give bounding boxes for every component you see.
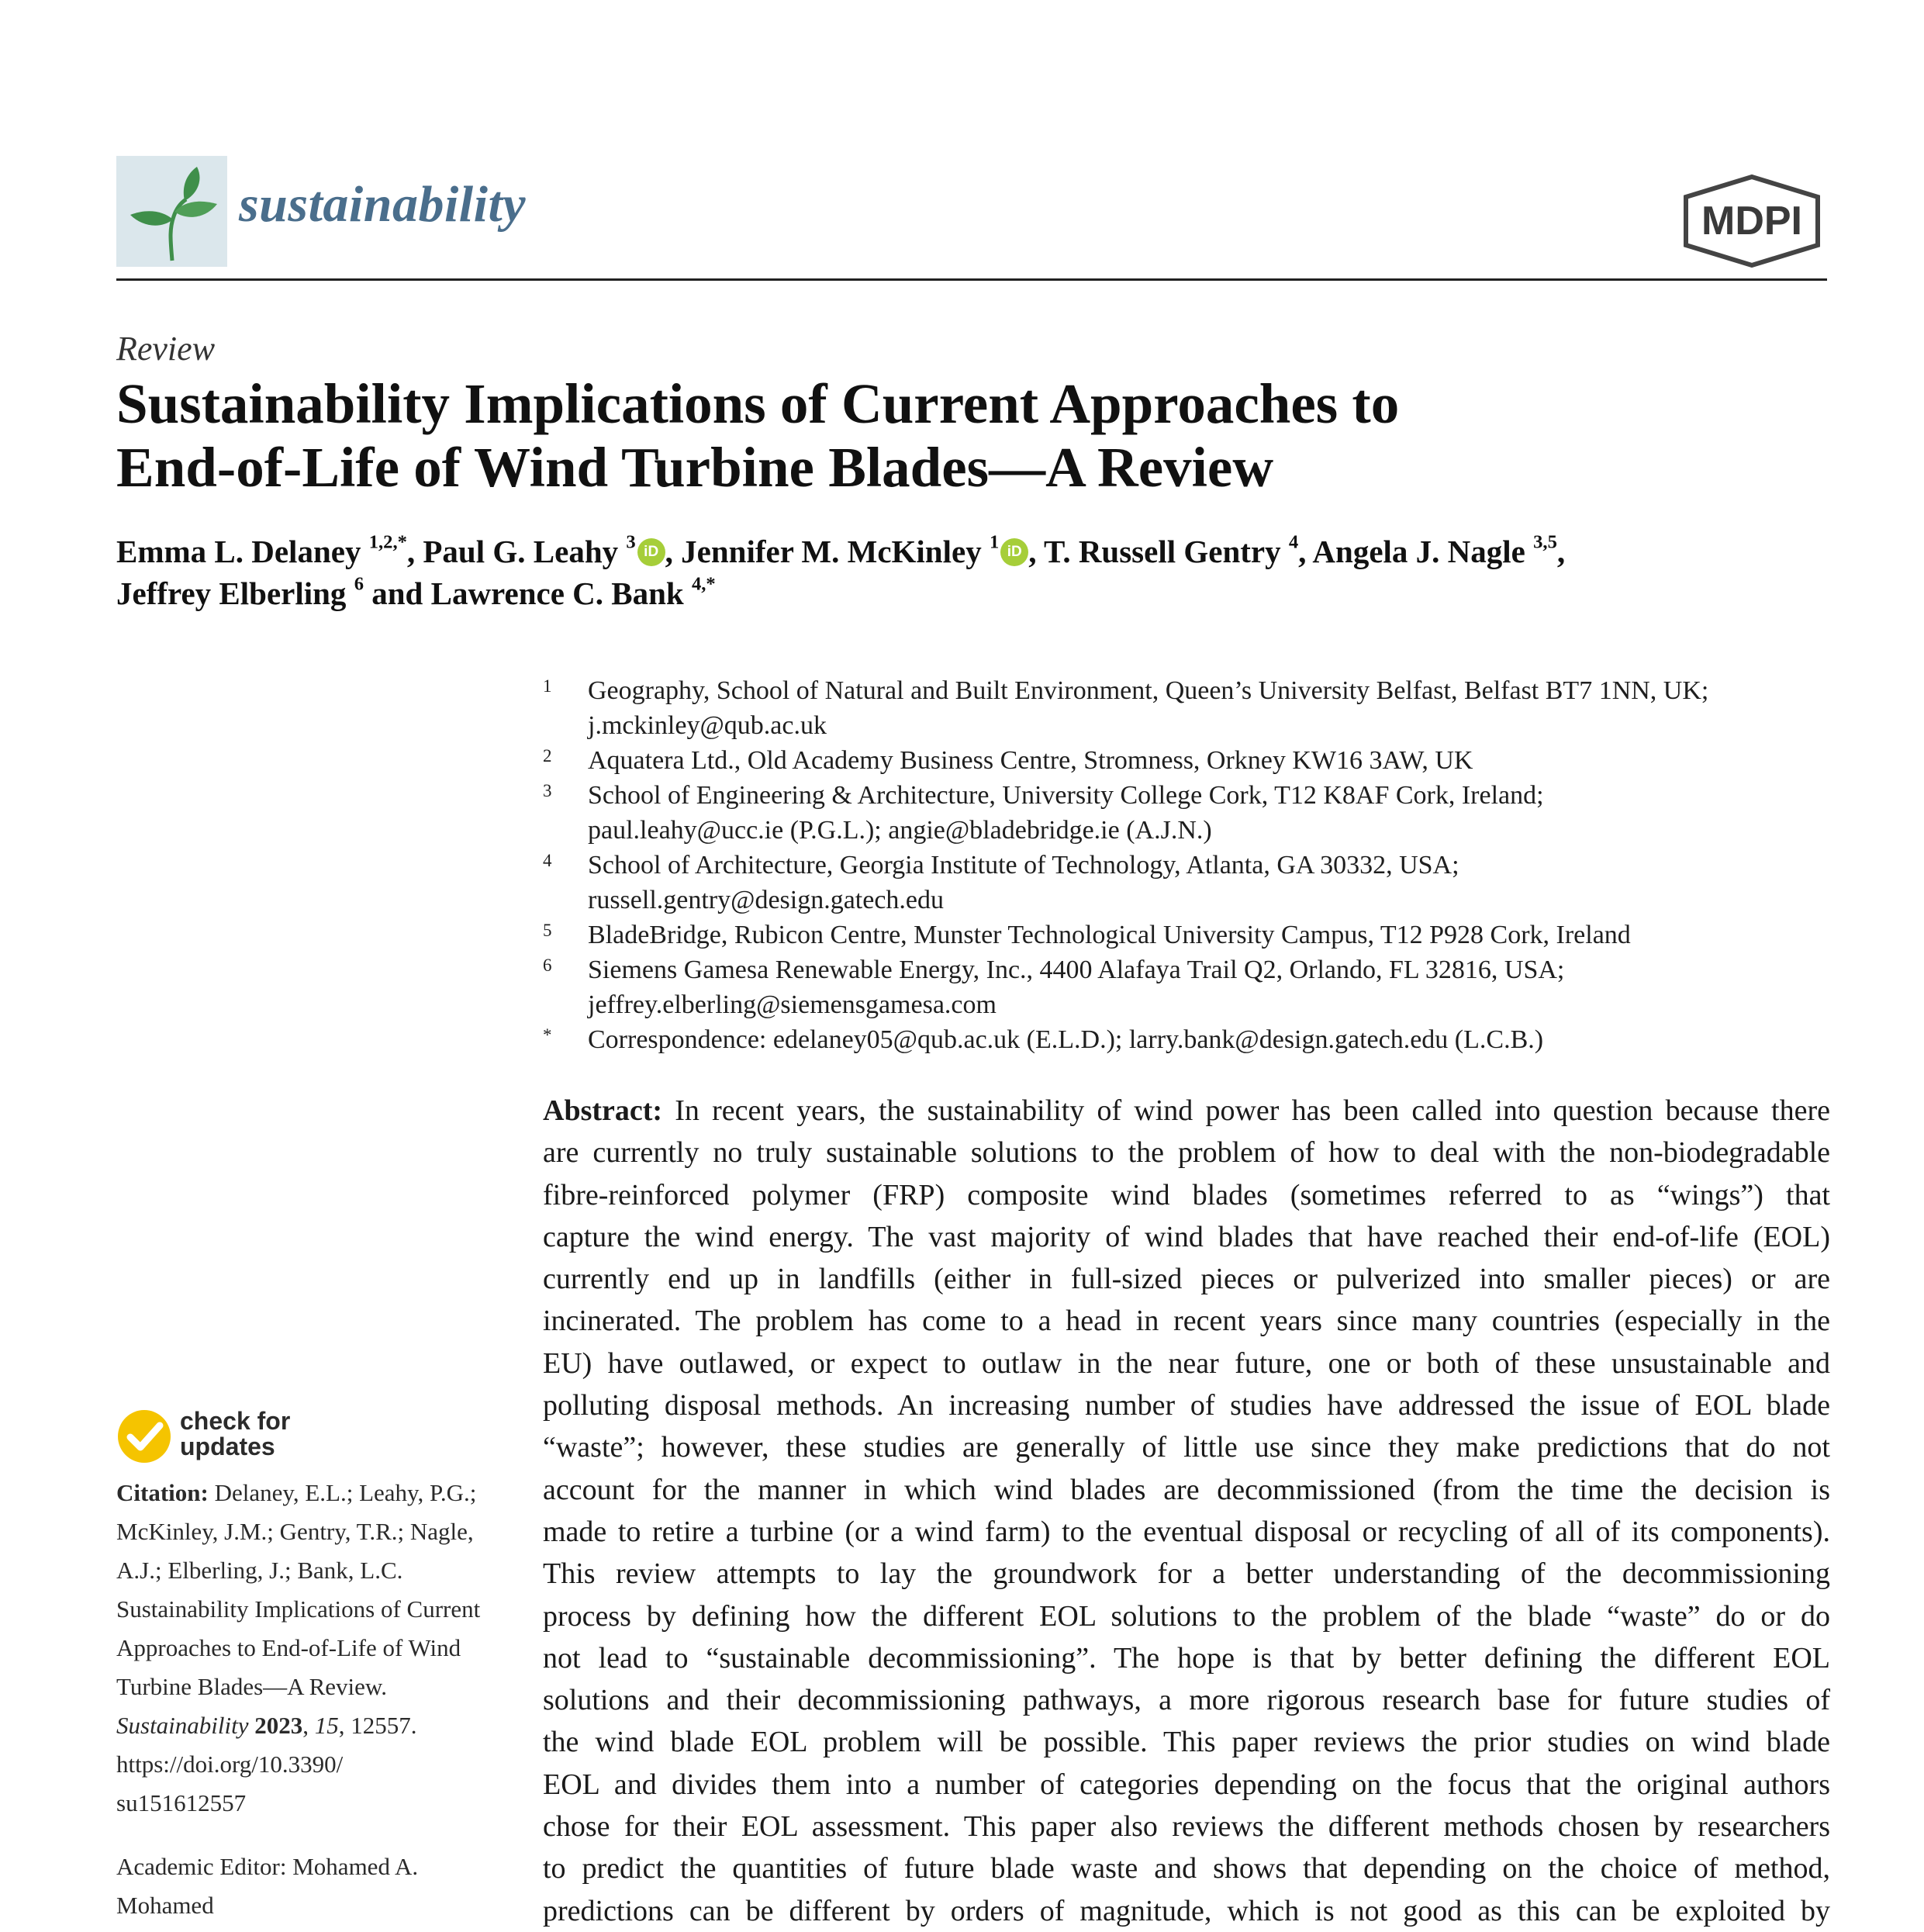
citation-line: McKinley, J.M.; Gentry, T.R.; Nagle, [116,1518,474,1545]
affiliation-item: 1 Geography, School of Natural and Built Environment, Queen’s University Belfast, Belfast BT7 1NN, UK; j.mckinley@qub.ac.uk [543,673,1830,743]
citation-line: Approaches to End-of-Life of Wind [116,1634,461,1661]
orcid-icon[interactable]: iD [1000,538,1028,566]
affiliation-email[interactable]: paul.leahy@ucc.ie (P.G.L.); angie@bladebridge.ie (A.J.N.) [588,816,1212,845]
author-affiliation: 1,2,* [368,531,407,553]
journal-name: sustainability [239,176,527,233]
journal-logo [116,156,227,267]
citation-line: A.J.; Elberling, J.; Bank, L.C. [116,1557,403,1584]
citation-label: Citation: [116,1479,209,1506]
citation-volume: 15 [314,1712,339,1739]
abstract-line: predictions can be different by orders of magnitude, which is not good as this can be exploited by [543,1894,1830,1927]
affiliation-item: 3 School of Engineering & Architecture, University College Cork, T12 K8AF Cork, Ireland; paul.leahy@ucc.ie (P.G.L.); angie@bladebridge.ie (A.J.N.) [543,778,1830,848]
title-line: Sustainability Implications of Current Approaches to [116,372,1400,435]
article-type: Review [116,330,216,368]
abstract-line: EOL and divides them into a number of categories depending on the focus that the original authors [543,1768,1830,1801]
editor-line: Academic Editor: Mohamed A. [116,1853,419,1880]
article-title [116,372,1784,499]
mdpi-logo [1681,174,1822,268]
author-affiliation: 1 [989,531,1000,553]
abstract-line: incinerated. The problem has come to a head in recent years since many countries (especially in the [543,1305,1830,1338]
affiliation-email[interactable]: jeffrey.elberling@siemensgamesa.com [588,990,997,1019]
abstract-label: Abstract: [543,1094,663,1127]
abstract-line: polluting disposal methods. An increasing number of studies have addressed the issue of EOL blade [543,1389,1830,1422]
author-affiliation: 3,5 [1533,531,1557,553]
abstract-line: to predict the quantities of future blade waste and shows that depending on the choice of method, [543,1852,1830,1885]
author-affiliation: 6 [354,573,364,595]
author-name: Emma L. Delaney [116,534,361,569]
citation-line: Sustainability Implications of Current [116,1595,481,1623]
abstract-line: fibre-reinforced polymer (FRP) composite wind blades (sometimes referred to as “wings”) that [543,1178,1830,1211]
author-line: Emma L. Delaney $^{1,2,*}$, Paul G. Leahy $^3$ iD , Jennifer M. McKinley $^1$ iD , T. Russell Gentry $^4$, Angela J. Nagle $^{3,5}$, [116,531,1566,569]
orcid-icon[interactable]: iD [637,538,665,566]
check-badge-icon [116,1408,172,1464]
abstract-line: This review attempts to lay the groundwork for a better understanding of the decommissioning [543,1557,1830,1591]
affiliation-number: 3 [543,781,552,800]
author-name: T. Russell Gentry [1044,534,1281,569]
academic-editor [116,1847,512,1925]
citation-article-number: 12557. [351,1712,417,1739]
doi-link[interactable]: su151612557 [116,1789,247,1816]
abstract-line: “waste”; however, these studies are generally of little use since they make predictions that do not [543,1431,1830,1464]
author-name: Jennifer M. McKinley [681,534,982,569]
affiliation-number: 2 [543,746,552,766]
abstract [543,1090,1830,1932]
publisher-name: MDPI [1701,199,1802,244]
citation-journal: Sustainability [116,1712,249,1739]
affiliation-item: 4 School of Architecture, Georgia Institute of Technology, Atlanta, GA 30332, USA; russell.gentry@design.gatech.edu [543,848,1830,918]
author-name: Lawrence C. Bank [430,575,684,611]
author-name: Paul G. Leahy [423,534,619,569]
affiliation-number: 1 [543,676,552,696]
correspondence-item [543,1022,1830,1057]
affiliation-item: 6 Siemens Gamesa Renewable Energy, Inc., 4400 Alafaya Trail Q2, Orlando, FL 32816, USA; jeffrey.elberling@siemensgamesa.com [543,952,1830,1022]
citation-line: Citation: Delaney, E.L.; Leahy, P.G.; [116,1479,477,1506]
editor-line: Mohamed [116,1892,214,1919]
author-name: Angela J. Nagle [1312,534,1525,569]
abstract-line: account for the manner in which wind blades are decommissioned (from the time the decision is [543,1473,1830,1506]
citation-line: Sustainability 2023, 15, 12557. [116,1712,417,1739]
affiliation-email[interactable]: russell.gentry@design.gatech.edu [588,886,945,914]
abstract-line: chose for their EOL assessment. This paper also reviews the different methods chosen by researchers [543,1810,1830,1844]
affiliation-item: 2 Aquatera Ltd., Old Academy Business Centre, Stromness, Orkney KW16 3AW, UK [543,743,1830,778]
affiliation-list [543,673,1830,1057]
citation-block [116,1474,512,1823]
abstract-line: solutions and their decommissioning pathways, a more rigorous research base for future studies of [543,1684,1830,1717]
author-line: Jeffrey Elberling $^6$ and Lawrence C. Bank $^{4,*}$ [116,573,716,611]
author-list [116,531,1784,614]
sprout-icon [116,156,227,267]
author-affiliation: 4,* [691,573,716,595]
author-affiliation: 4 [1288,531,1299,553]
check-for-updates-button[interactable] [116,1405,302,1466]
check-updates-label: check for [180,1407,291,1435]
affiliation-email[interactable]: j.mckinley@qub.ac.uk [588,711,827,740]
citation-year: 2023 [254,1712,303,1739]
abstract-line: Abstract: In recent years, the sustainability of wind power has been called into question because there [543,1094,1830,1127]
affiliation-number: * [543,1025,552,1045]
abstract-line: are currently no truly sustainable solutions to the problem of how to deal with the non-biodegradable [543,1136,1830,1170]
header-divider [116,278,1827,281]
doi-link[interactable]: https://doi.org/10.3390/ [116,1751,344,1778]
author-affiliation: 3 [626,531,636,553]
citation-line: Turbine Blades—A Review. [116,1673,388,1700]
correspondence-emails[interactable]: Correspondence: edelaney05@qub.ac.uk (E.L.D.); larry.bank@design.gatech.edu (L.C.B.) [588,1025,1544,1054]
abstract-line: not lead to “sustainable decommissioning”. The hope is that by better defining the different EOL [543,1641,1830,1675]
abstract-line: capture the wind energy. The vast majority of wind blades that have reached their end-of-life (EOL) [543,1220,1830,1253]
check-updates-label: updates [180,1433,275,1460]
author-name: Jeffrey Elberling [116,575,347,611]
abstract-line: process by defining how the different EOL solutions to the problem of the blade “waste” do or do [543,1599,1830,1633]
affiliation-number: 6 [543,956,552,975]
affiliation-number: 5 [543,921,552,940]
abstract-line: EU) have outlawed, or expect to outlaw in the near future, one or both of these unsustainable and [543,1346,1830,1380]
abstract-line: currently end up in landfills (either in full-sized pieces or pulverized into smaller pieces) or are [543,1263,1830,1296]
abstract-line: the wind blade EOL problem will be possible. This paper reviews the prior studies on wind blade [543,1726,1830,1759]
abstract-line: made to retire a turbine (or a wind farm) to the eventual disposal or recycling of all of its components). [543,1515,1830,1548]
title-line: End-of-Life of Wind Turbine Blades—A Review [116,436,1274,499]
affiliation-item: 5 BladeBridge, Rubicon Centre, Munster Technological University Campus, T12 P928 Cork, Ireland [543,918,1830,952]
affiliation-number: 4 [543,851,552,870]
